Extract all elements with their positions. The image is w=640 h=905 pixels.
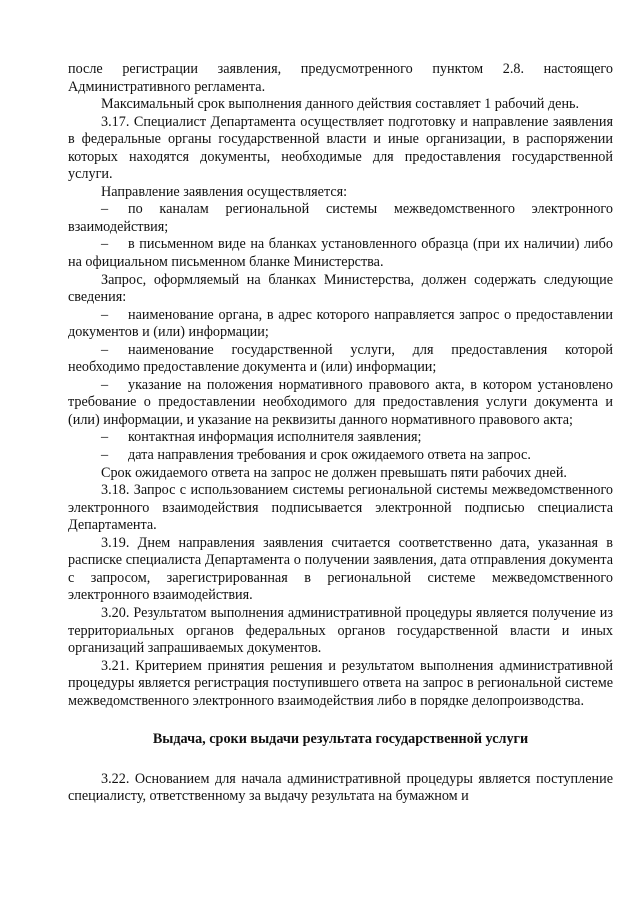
section-heading: Выдача, сроки выдачи результата государственной услуги <box>152 731 529 748</box>
paragraph: Срок ожидаемого ответа на запрос не должен превышать пяти рабочих дней. <box>101 464 567 481</box>
dash-marker: – <box>101 341 109 358</box>
list-item <box>68 307 613 342</box>
paragraph: 3.17. Специалист Департамента осуществляет подготовку и направление заявления в федеральные органы государственной власти и иные организации, в распоряжении которых находятся документы, необходимые для предоставления государственной услуги. <box>68 113 613 183</box>
dash-marker: – <box>101 236 109 253</box>
list-item <box>68 377 613 430</box>
list-item <box>68 201 613 236</box>
list-item-text: в письменном виде на бланках установленного образца (при их наличии) либо на официальном письменном бланке Министерства. <box>68 236 613 271</box>
dash-marker: – <box>101 429 109 446</box>
paragraph: после регистрации заявления, предусмотренного пунктом 2.8. настоящего Административного регламента. <box>68 61 613 95</box>
paragraph: 3.21. Критерием принятия решения и результатом выполнения административной процедуры является регистрация поступившего ответа на запрос в региональной системе межведомственного электронного взаимодействия либо в порядке делопроизводства. <box>68 657 613 709</box>
list-item <box>68 342 613 377</box>
paragraph: Максимальный срок выполнения данного действия составляет 1 рабочий день. <box>101 96 580 113</box>
paragraph: 3.20. Результатом выполнения административной процедуры является получение из территориальных органов федеральных органов государственной власти и иных организаций запрашиваемых документов. <box>68 604 613 657</box>
list-item-text: наименование органа, в адрес которого направляется запрос о предоставлении документов и (или) информации; <box>68 306 613 341</box>
list-item-text: по каналам региональной системы межведомственного электронного взаимодействия; <box>68 201 613 235</box>
list-item-text: дата направления требования и срок ожидаемого ответа на запрос. <box>128 447 531 464</box>
dash-marker: – <box>101 376 109 393</box>
dash-marker: – <box>101 306 109 323</box>
list-item-text: контактная информация исполнителя заявления; <box>128 429 422 446</box>
list-item-text: указание на положения нормативного правового акта, в котором установлено требование о предоставлении необходимого для предоставления услуги документа и (или) информации, и указание на реквизиты данного нормативного правового акта; <box>68 376 613 428</box>
dash-marker: – <box>101 447 109 464</box>
closing-paragraph: 3.22. Основанием для начала административной процедуры является поступление специалисту, ответственному за выдачу результата на бумажном и <box>68 770 613 805</box>
list-item <box>68 447 613 465</box>
document-body <box>68 61 613 710</box>
paragraph: 3.19. Днем направления заявления считается соответственно дата, указанная в расписке специалиста Департамента о получении заявления, дата отправления документа с запросом, зарегистрированная в региональной системе межведомственного электронного взаимодействия. <box>68 534 613 604</box>
paragraph: Запрос, оформляемый на бланках Министерства, должен содержать следующие сведения: <box>68 271 613 306</box>
dash-marker: – <box>101 201 109 218</box>
paragraph: 3.18. Запрос с использованием системы региональной системы межведомственного электронного взаимодействия подписывается электронной подписью специалиста Департамента. <box>68 482 613 534</box>
list-item <box>68 236 613 271</box>
list-item-text: наименование государственной услуги, для предоставления которой необходимо предоставление документа и (или) информации; <box>68 341 613 376</box>
paragraph: Направление заявления осуществляется: <box>101 183 348 200</box>
list-item <box>68 429 613 447</box>
